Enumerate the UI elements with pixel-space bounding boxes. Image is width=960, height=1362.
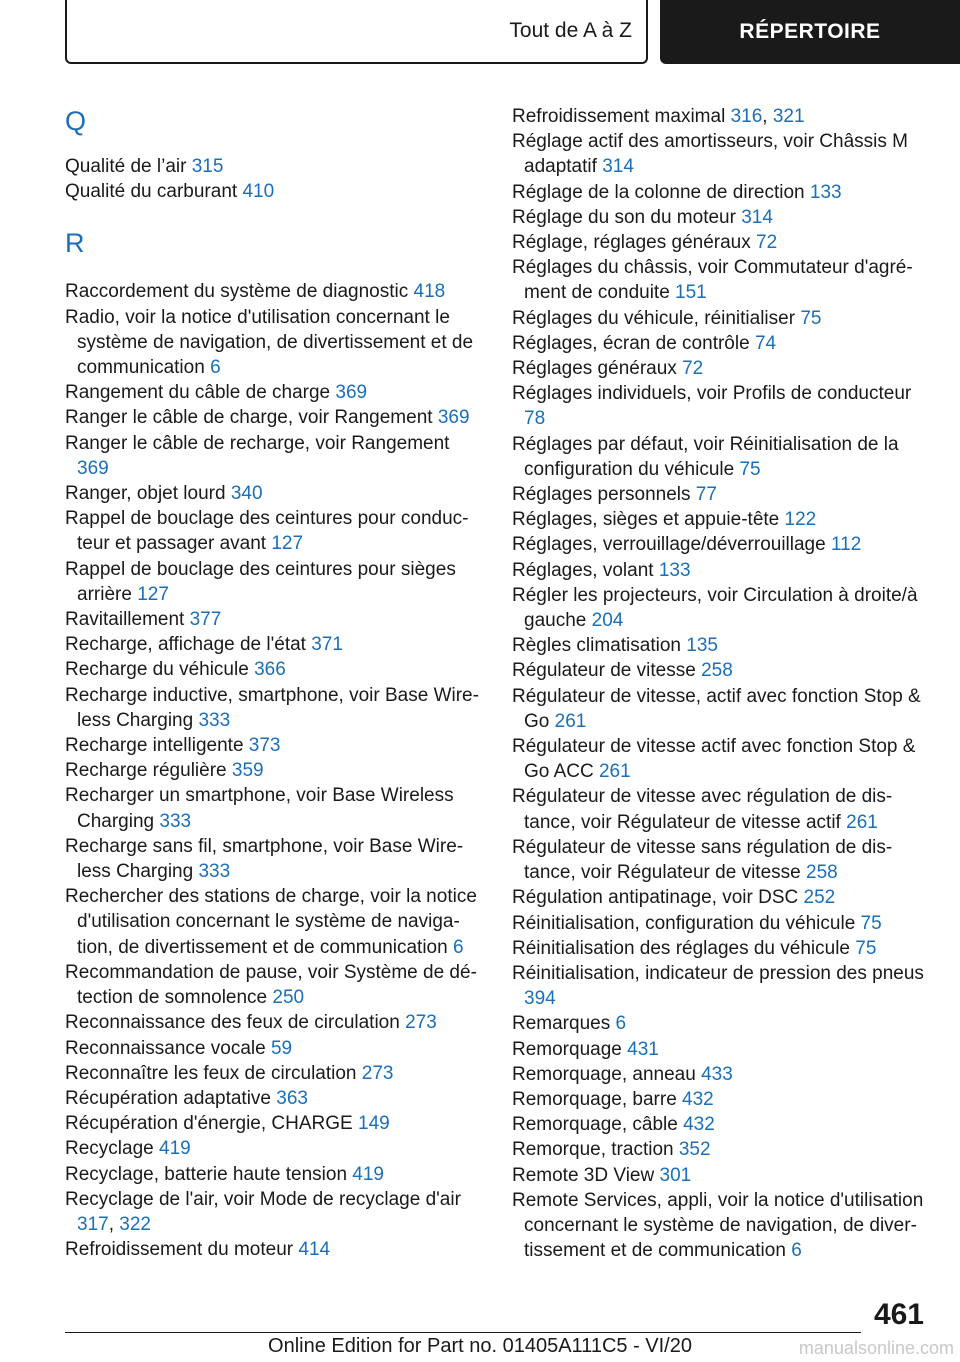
tab-tout-de-a-a-z[interactable]: Tout de A à Z [65,0,648,64]
index-list-r-continued [512,104,932,1263]
index-entry-text: Remarques [512,1013,611,1035]
index-entry [65,1111,485,1136]
page-reference-link[interactable]: 273 [405,1012,437,1034]
index-entry-text: Recyclage de l'air, voir Mode de recyclage d'air [65,1188,461,1210]
footer-edition: Online Edition for Part no. 01405A111C5 - VI/20 [268,1335,692,1357]
index-entry-text: Reconnaissance vocale [65,1037,266,1059]
index-entry [512,356,932,381]
page-reference-link[interactable]: 75 [855,937,877,959]
index-entry-text: Régulation antipatinage, voir DSC [512,887,799,909]
page-reference-link[interactable]: 75 [739,458,761,480]
index-entry: Recyclage de l'air, voir Mode de recyclage d'air 317, 322 [65,1188,461,1235]
index-entry [65,632,485,657]
index-entry-text: Ranger, objet lourd [65,483,226,505]
index-entry [512,1062,932,1087]
page-reference-link[interactable]: 314 [602,156,634,178]
index-entry-text: Reconnaissance des feux de circulation [65,1012,400,1034]
index-entry-text: Ravitaillement [65,609,185,631]
index-entry-text: Rappel de bouclage des ceintures pour conducteur et passager avant [65,508,469,555]
index-entry [512,255,932,305]
page-reference-link[interactable]: 122 [784,509,817,531]
page-reference-link[interactable]: 410 [242,181,275,203]
page-reference-link[interactable]: 369 [77,457,109,479]
index-entry [65,431,485,481]
index-entry [512,129,932,179]
index-entry-text: Remote Services, appli, voir la notice d'utilisation concernant le système de navigation, de divertissement et de communication [512,1189,924,1262]
page-reference-link[interactable]: 333 [198,861,231,883]
page-reference-link[interactable]: 112 [830,534,862,556]
index-entry [65,179,485,204]
page-reference-link[interactable]: 321 [772,106,805,127]
index-entry [512,1188,932,1264]
page-reference-link[interactable]: 366 [254,659,286,681]
index-entry-text: Rappel de bouclage des ceintures pour sièges arrière [65,558,456,605]
index-entry-text: Réglages, sièges et appuie-tête [512,509,780,531]
index-entry [512,507,932,532]
index-entry [65,1237,485,1262]
index-entry-text: Réglages par défaut, voir Réinitialisation de la configuration du véhicule [512,433,899,480]
index-entry-text: Remorquage, barre [512,1088,677,1110]
index-entry [512,482,932,507]
index-entry [512,961,932,1011]
page-reference-link[interactable]: 432 [683,1114,715,1136]
page-reference-link[interactable]: 59 [270,1037,293,1059]
index-entry-text: Qualité de l’air [65,156,187,177]
page-reference-link[interactable]: 75 [860,912,882,934]
page-reference-link[interactable]: 394 [524,988,556,1010]
index-entry [512,734,932,784]
index-entry-text: Régulateur de vitesse [512,660,696,682]
index-entry-text: Réglages du véhicule, réinitialiser [512,307,796,329]
index-entry-text: Réglages personnels [512,484,691,506]
index-entry [65,884,485,960]
page-reference-link[interactable]: 72 [682,358,704,380]
footer-watermark: manualsonline.com [798,1338,954,1358]
index-entry-text: Radio, voir la notice d'utilisation concernant le système de navigation, de divertissement et de communication [65,306,474,379]
page-reference-link[interactable]: 252 [803,887,836,909]
page-reference-link[interactable]: 377 [189,609,222,631]
page-number: 461 [873,1298,924,1331]
index-entry-text: Règles climatisation [512,635,681,657]
index-entry-text: Réglage de la colonne de direction [512,181,805,203]
page-reference-link[interactable]: 258 [701,660,733,682]
page-reference-link[interactable]: 133 [809,181,842,203]
page-reference-link[interactable]: 432 [682,1088,714,1110]
page-reference-link[interactable]: 419 [352,1163,384,1185]
index-entry-text: Réinitialisation, configuration du véhicule [512,912,856,934]
index-entry-text: Remorquage, câble [512,1114,678,1136]
index-entry [512,1037,932,1062]
page-reference-link[interactable]: 6 [791,1240,802,1262]
page-reference-link[interactable]: 314 [741,206,773,228]
index-entry-text: Remote 3D View [512,1164,655,1186]
index-entry-text: Raccordement du système de diagnostic [65,281,409,303]
index-entry [65,481,485,506]
index-entry-text: Rechercher des stations de charge, voir la notice d'utilisation concernant le système de navigation, de divertissement et de communication [65,886,477,958]
page-reference-link[interactable]: 419 [159,1138,191,1160]
index-entry [65,405,485,430]
index-entry-text: Récupération adaptative [65,1087,271,1109]
index-entry-text: Reconnaître les feux de circulation [65,1062,357,1084]
index-entry [65,657,485,682]
page-reference-link[interactable]: 75 [800,307,822,329]
index-entry-text: Réglages du châssis, voir Commutateur d'agrément de conduite [512,257,913,304]
page-reference-link[interactable]: 77 [695,484,717,506]
page-reference-link[interactable]: 258 [806,862,838,884]
page-reference-link[interactable]: 352 [678,1139,711,1161]
index-entry [65,783,485,833]
page-reference-link[interactable]: 414 [298,1239,331,1261]
index-entry [65,1061,485,1086]
page-reference-link[interactable]: 371 [311,634,343,656]
index-entry-text: Régulateur de vitesse actif avec fonction Stop & Go ACC [512,736,916,783]
index-entry-text: Réglages, verrouillage/déverrouillage [512,534,826,556]
index-entry [65,683,485,733]
index-entry-text: Réglage, réglages généraux [512,232,751,254]
index-entry [512,432,932,482]
page-reference-link[interactable]: 363 [276,1087,308,1109]
index-entry [512,532,932,557]
index-entry [65,279,485,304]
page-reference-link[interactable]: 261 [846,811,878,833]
page-reference-link[interactable]: 333 [198,709,231,731]
index-column-left [65,104,485,1262]
index-entry-text: Refroidissement du moteur [65,1239,294,1261]
tab-repertoire[interactable]: RÉPERTOIRE [660,0,960,64]
index-entry-text: Ranger le câble de charge, voir Rangement [65,407,433,429]
index-entry [512,331,932,356]
page-reference-link[interactable]: 317 [77,1213,109,1235]
index-column-right [512,104,932,1263]
page-reference-link[interactable]: 322 [119,1213,151,1235]
index-entry [512,558,932,583]
index-list-r [65,279,485,1262]
index-entry [65,1086,485,1111]
index-entry-text: Récupération d'énergie, CHARGE [65,1113,353,1135]
index-entry [65,960,485,1010]
index-entry-text: Réglage du son du moteur [512,206,736,228]
index-entry-text: Recharger un smartphone, voir Base Wireless Charging [65,785,454,832]
index-entry [512,1163,932,1188]
index-entry-text: Régulateur de vitesse sans régulation de distance, voir Régulateur de vitesse [512,836,893,884]
index-entry-text: Recommandation de pause, voir Système de détection de somnolence [65,961,477,1009]
index-entry [512,381,932,431]
section-letter-r: R [65,228,85,259]
page-reference-link[interactable]: 261 [598,761,631,783]
index-entry-text: Réinitialisation, indicateur de pression des pneus [512,962,924,984]
index-entry [512,1087,932,1112]
index-entry [512,633,932,658]
index-entry-text: Régler les projecteurs, voir Circulation à droite/à gauche [512,584,918,632]
page-reference-link[interactable]: 74 [754,332,777,354]
index-entry-text: Recharge inductive, smartphone, voir Base Wireless Charging [65,684,479,731]
index-entry-text: Qualité du carburant [65,181,238,203]
page-reference-link[interactable]: 433 [701,1063,733,1085]
index-entry [512,936,932,961]
page-reference-link[interactable]: 149 [358,1113,390,1135]
index-entry [65,506,485,556]
index-entry [512,684,932,734]
page-reference-link[interactable]: 316 [730,106,763,127]
index-entry [65,1162,485,1187]
page-reference-link[interactable]: 250 [272,987,305,1009]
page-reference-link[interactable]: 135 [686,635,718,657]
page-reference-link[interactable]: 6 [210,357,221,379]
page-reference-link[interactable]: 431 [627,1038,659,1060]
index-entry: Refroidissement maximal 316, 321 [512,106,805,127]
index-entry [512,911,932,936]
index-entry [512,205,932,230]
index-entry-text: Recharge du véhicule [65,659,249,681]
index-entry-text: Recharge régulière [65,760,227,782]
index-entry-text: Remorquage [512,1038,622,1060]
index-list-q [65,154,485,204]
index-entry [512,658,932,683]
page-reference-link[interactable]: 273 [361,1062,394,1084]
index-entry-text: Ranger le câble de recharge, voir Rangement [65,432,450,454]
page-reference-link[interactable]: 127 [137,583,169,605]
section-letter-q: Q [65,106,87,136]
index-entry [512,835,932,885]
index-entry [512,306,932,331]
index-entry [512,583,932,633]
page-reference-link[interactable]: 418 [413,281,446,303]
index-entry-text: Recharge, affichage de l'état [65,634,306,656]
index-entry-text: Remorquage, anneau [512,1063,696,1085]
index-entry-text: Recharge intelligente [65,735,244,757]
page-reference-link[interactable]: 133 [658,559,691,581]
index-entry [512,230,932,255]
index-entry [65,557,485,607]
page-reference-link[interactable]: 369 [437,407,470,429]
page-reference-link[interactable]: 72 [756,232,778,254]
page-reference-link[interactable]: 127 [271,533,304,555]
page-reference-link[interactable]: 369 [335,382,368,404]
index-entry-text: Recyclage, batterie haute tension [65,1163,348,1185]
index-entry-text: Régulateur de vitesse, actif avec fonction Stop & Go [512,685,921,732]
index-entry [65,758,485,783]
footer-divider [65,1332,861,1333]
index-entry-text: Réglages, écran de contrôle [512,332,750,354]
page-reference-link[interactable]: 151 [675,282,707,304]
index-entry [65,733,485,758]
index-entry-text: Réglage actif des amortisseurs, voir Châssis M adaptatif [512,131,908,178]
index-entry [65,1136,485,1161]
index-entry [65,1036,485,1061]
page-reference-link[interactable]: 261 [554,710,587,732]
page-reference-link[interactable]: 340 [230,483,263,505]
index-entry-text: Réglages, volant [512,559,654,581]
index-entry-text: Réinitialisation des réglages du véhicule [512,937,850,959]
page-reference-link[interactable]: 315 [191,156,224,177]
index-entry [512,1137,932,1162]
index-entry [512,180,932,205]
page-reference-link[interactable]: 78 [524,408,546,430]
page-reference-link[interactable]: 301 [659,1164,692,1186]
index-entry-text: Recharge sans fil, smartphone, voir Base Wireless Charging [65,835,464,883]
index-entry [65,154,485,179]
index-entry [512,885,932,910]
index-entry-text: Remorque, traction [512,1139,674,1161]
index-entry-text: Régulateur de vitesse avec régulation de distance, voir Régulateur de vitesse actif [512,786,893,833]
page-reference-link[interactable]: 6 [452,936,464,958]
index-entry-text: Refroidissement maximal [512,106,726,127]
index-entry [65,380,485,405]
page-reference-link[interactable]: 6 [615,1013,627,1035]
index-entry [65,607,485,632]
index-entry-text: Réglages individuels, voir Profils de conducteur [512,383,912,405]
index-entry-text: Rangement du câble de charge [65,382,331,404]
index-entry-text: Réglages généraux [512,358,677,380]
index-entry [512,784,932,834]
page-reference-link[interactable]: 204 [591,610,624,632]
index-entry-text: Recyclage [65,1138,154,1160]
index-entry [65,834,485,884]
index-entry [65,305,485,381]
page-reference-link[interactable]: 373 [248,735,281,757]
index-entry [512,1112,932,1137]
index-entry [512,1011,932,1036]
page-reference-link[interactable]: 359 [231,760,264,782]
page-reference-link[interactable]: 333 [159,810,192,832]
index-entry [65,1010,485,1035]
